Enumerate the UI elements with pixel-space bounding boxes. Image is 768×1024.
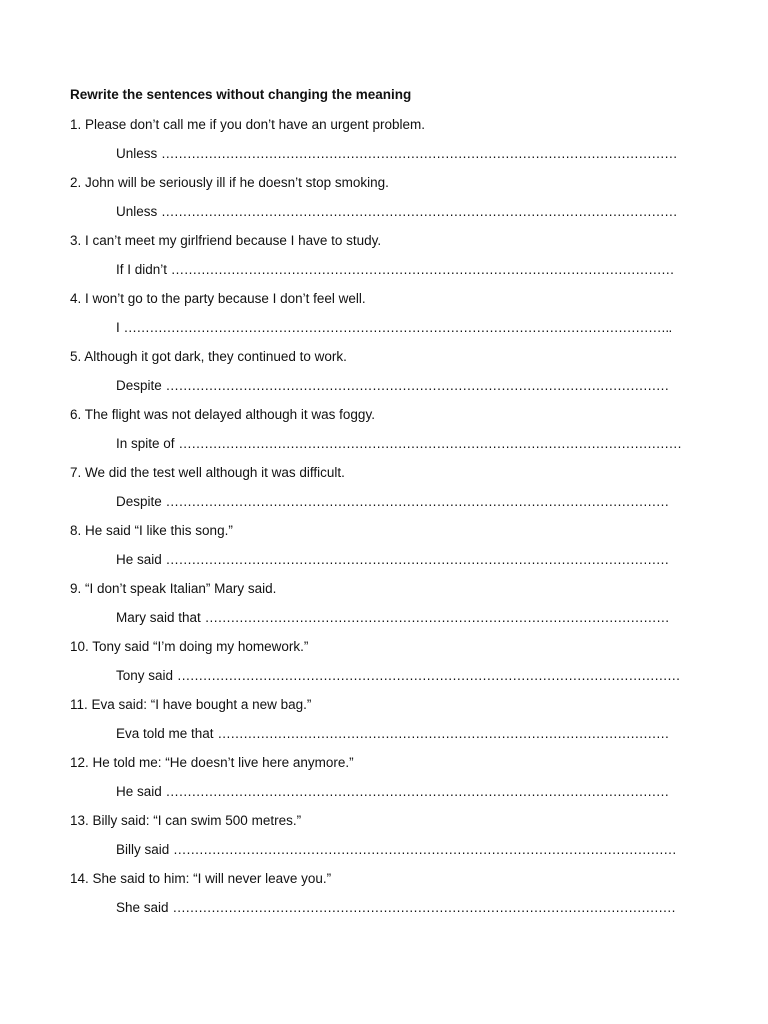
answer-blank[interactable]: ………………………………………………………………………………………………………… <box>161 146 678 161</box>
exercise-question: 6. The flight was not delayed although it was foggy. <box>70 407 375 422</box>
exercise-question: 10. Tony said “I’m doing my homework.” <box>70 639 309 654</box>
exercise-item <box>70 522 710 580</box>
exercise-question: 2. John will be seriously ill if he doesn’t stop smoking. <box>70 175 389 190</box>
answer-blank[interactable]: ……………………………………………………………………………………………………… <box>172 900 676 915</box>
answer-prompt: He said <box>116 552 162 567</box>
exercise-item <box>70 696 710 754</box>
answer-prompt: Despite <box>116 494 162 509</box>
answer-blank[interactable]: ……………………………………………………………………………………………… <box>204 610 669 625</box>
answer-line[interactable] <box>116 261 674 279</box>
answer-prompt: Billy said <box>116 842 170 857</box>
answer-prompt: Tony said <box>116 668 174 683</box>
answer-prompt: I <box>116 320 120 335</box>
exercise-question: 13. Billy said: “I can swim 500 metres.” <box>70 813 302 828</box>
exercise-item <box>70 290 710 348</box>
answer-blank[interactable]: ……………………………………………………………………………………………………… <box>173 842 677 857</box>
answer-blank[interactable]: ……………………………………………………………………………………………………… <box>170 262 674 277</box>
answer-prompt: If I didn’t <box>116 262 168 277</box>
answer-line[interactable] <box>116 493 669 511</box>
answer-blank[interactable]: ……………………………………………………………………………………………………… <box>165 552 669 567</box>
exercise-question: 7. We did the test well although it was difficult. <box>70 465 345 480</box>
exercise-item <box>70 174 710 232</box>
answer-blank[interactable]: ……………………………………………………………………………………………………… <box>178 436 682 451</box>
answer-prompt: Unless <box>116 204 158 219</box>
answer-prompt: She said <box>116 900 169 915</box>
worksheet-title: Rewrite the sentences without changing the meaning <box>70 87 412 102</box>
exercise-question: 12. He told me: “He doesn’t live here anymore.” <box>70 755 354 770</box>
answer-prompt: In spite of <box>116 436 175 451</box>
exercise-item <box>70 116 710 174</box>
answer-prompt: Eva told me that <box>116 726 214 741</box>
answer-blank[interactable]: …………………………………………………………………………………………… <box>217 726 669 741</box>
answer-line[interactable] <box>116 203 677 221</box>
answer-blank[interactable]: ………………………………………………………………………………………………………… <box>161 204 678 219</box>
answer-line[interactable] <box>116 145 677 163</box>
answer-line[interactable] <box>116 377 669 395</box>
exercise-item <box>70 464 710 522</box>
answer-blank[interactable]: ……………………………………………………………………………………………………… <box>165 378 669 393</box>
exercise-item <box>70 812 710 870</box>
answer-line[interactable] <box>116 667 680 685</box>
exercise-item <box>70 580 710 638</box>
exercise-question: 11. Eva said: “I have bought a new bag.” <box>70 697 312 712</box>
answer-blank[interactable]: ……………………………………………………………………………………………………… <box>165 494 669 509</box>
exercise-question: 9. “I don’t speak Italian” Mary said. <box>70 581 277 596</box>
exercise-question: 3. I can’t meet my girlfriend because I have to study. <box>70 233 382 248</box>
exercise-question: 14. She said to him: “I will never leave you.” <box>70 871 332 886</box>
exercise-list <box>70 116 710 928</box>
exercise-item <box>70 638 710 696</box>
exercise-item <box>70 870 710 928</box>
answer-prompt: Despite <box>116 378 162 393</box>
answer-line[interactable] <box>116 725 669 743</box>
exercise-question: 4. I won’t go to the party because I don’t feel well. <box>70 291 366 306</box>
answer-blank[interactable]: ……………………………………………………………………………………………………… <box>176 668 680 683</box>
answer-prompt: Mary said that <box>116 610 201 625</box>
answer-line[interactable] <box>116 899 675 917</box>
answer-line[interactable] <box>116 551 669 569</box>
answer-line[interactable] <box>116 609 669 627</box>
answer-line[interactable] <box>116 319 672 337</box>
answer-prompt: Unless <box>116 146 158 161</box>
exercise-question: 8. He said “I like this song.” <box>70 523 233 538</box>
exercise-question: 5. Although it got dark, they continued to work. <box>70 349 347 364</box>
exercise-question: 1. Please don’t call me if you don’t have an urgent problem. <box>70 117 425 132</box>
answer-line[interactable] <box>116 435 681 453</box>
exercise-item <box>70 348 710 406</box>
answer-blank[interactable]: ……………………………………………………………………………………………………………….. <box>123 320 672 335</box>
exercise-item <box>70 406 710 464</box>
exercise-item <box>70 754 710 812</box>
answer-line[interactable] <box>116 841 676 859</box>
answer-line[interactable] <box>116 783 669 801</box>
answer-blank[interactable]: ……………………………………………………………………………………………………… <box>165 784 669 799</box>
answer-prompt: He said <box>116 784 162 799</box>
exercise-item <box>70 232 710 290</box>
